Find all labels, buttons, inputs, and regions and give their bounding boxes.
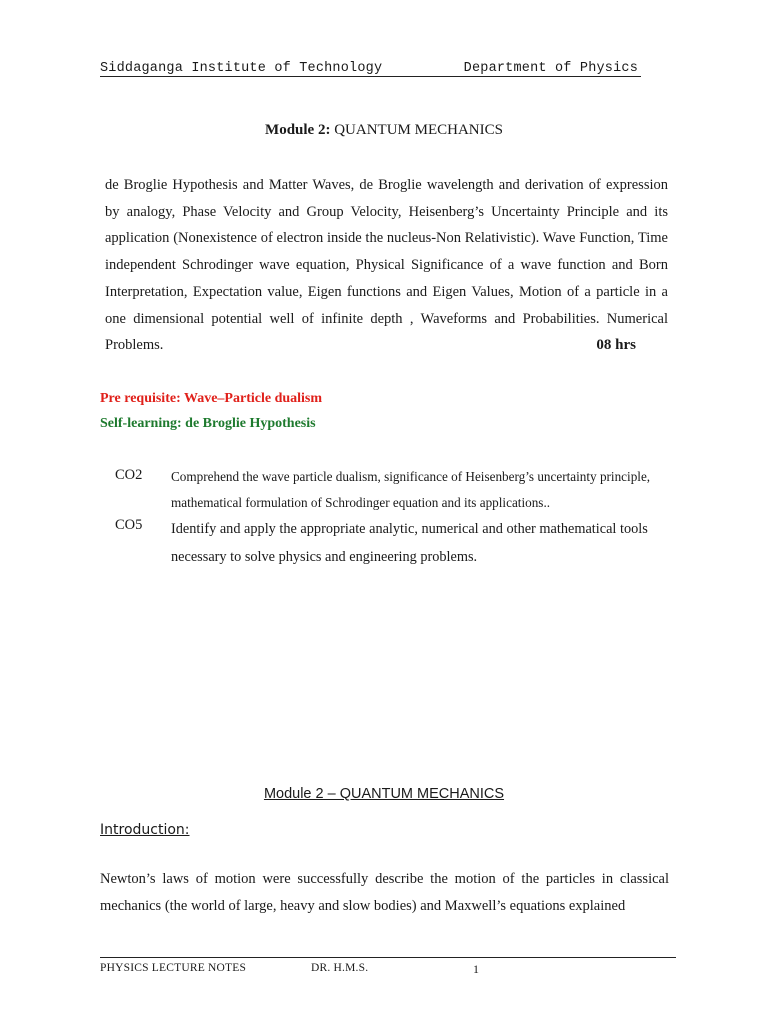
self-learning: Self-learning: de Broglie Hypothesis — [100, 416, 316, 431]
header-department: Department of Physics — [463, 61, 638, 76]
co-code: CO2 — [115, 467, 143, 483]
module-title-name: QUANTUM MECHANICS — [334, 122, 503, 138]
syllabus-hours: 08 hrs — [596, 337, 636, 354]
co-code: CO5 — [115, 517, 143, 533]
footer-rule — [100, 957, 676, 958]
co-text: Comprehend the wave particle dualism, significance of Heisenberg’s uncertainty principle, mathematical formulation of Schrodinger equation and its applications.. — [171, 469, 651, 510]
footer-title: PHYSICS LECTURE NOTES — [100, 962, 247, 974]
header-rule — [100, 76, 641, 77]
section-title-text: Module 2 – QUANTUM MECHANICS — [263, 786, 505, 802]
syllabus-block — [105, 172, 668, 359]
module-title-prefix: Module 2: — [265, 122, 335, 138]
header-institute: Siddaganga Institute of Technology — [100, 61, 383, 76]
syllabus-text: de Broglie Hypothesis and Matter Waves, de Broglie wavelength and derivation of expression by analogy, Phase Velocity and Group Velocity, Heisenberg’s Uncertainty Principle and its application (Nonexistence of electron inside the nucleus-Non Relativistic). Wave Function, Time independent Schrodinger wave equation, Physical Significance of a wave function and Born Interpretation, Expectation value, Eigen functions and Eigen Values, Motion of a particle in a one dimensional potential well of infinite depth , Waveforms and Probabilities. Numerical Problems. — [105, 177, 668, 354]
page-number: 1 — [473, 962, 480, 976]
section-title — [0, 786, 768, 802]
co-text: Identify and apply the appropriate analytic, numerical and other mathematical tools necessary to solve physics and engineering problems. — [171, 521, 648, 565]
module-title — [0, 122, 768, 139]
intro-heading: Introduction: — [100, 822, 190, 838]
prerequisite: Pre requisite: Wave–Particle dualism — [100, 391, 323, 406]
intro-paragraph: Newton’s laws of motion were successfully describe the motion of the particles in classical mechanics (the world of large, heavy and slow bodies) and Maxwell’s equations explained — [100, 871, 669, 914]
footer-author: DR. H.M.S. — [311, 962, 369, 974]
